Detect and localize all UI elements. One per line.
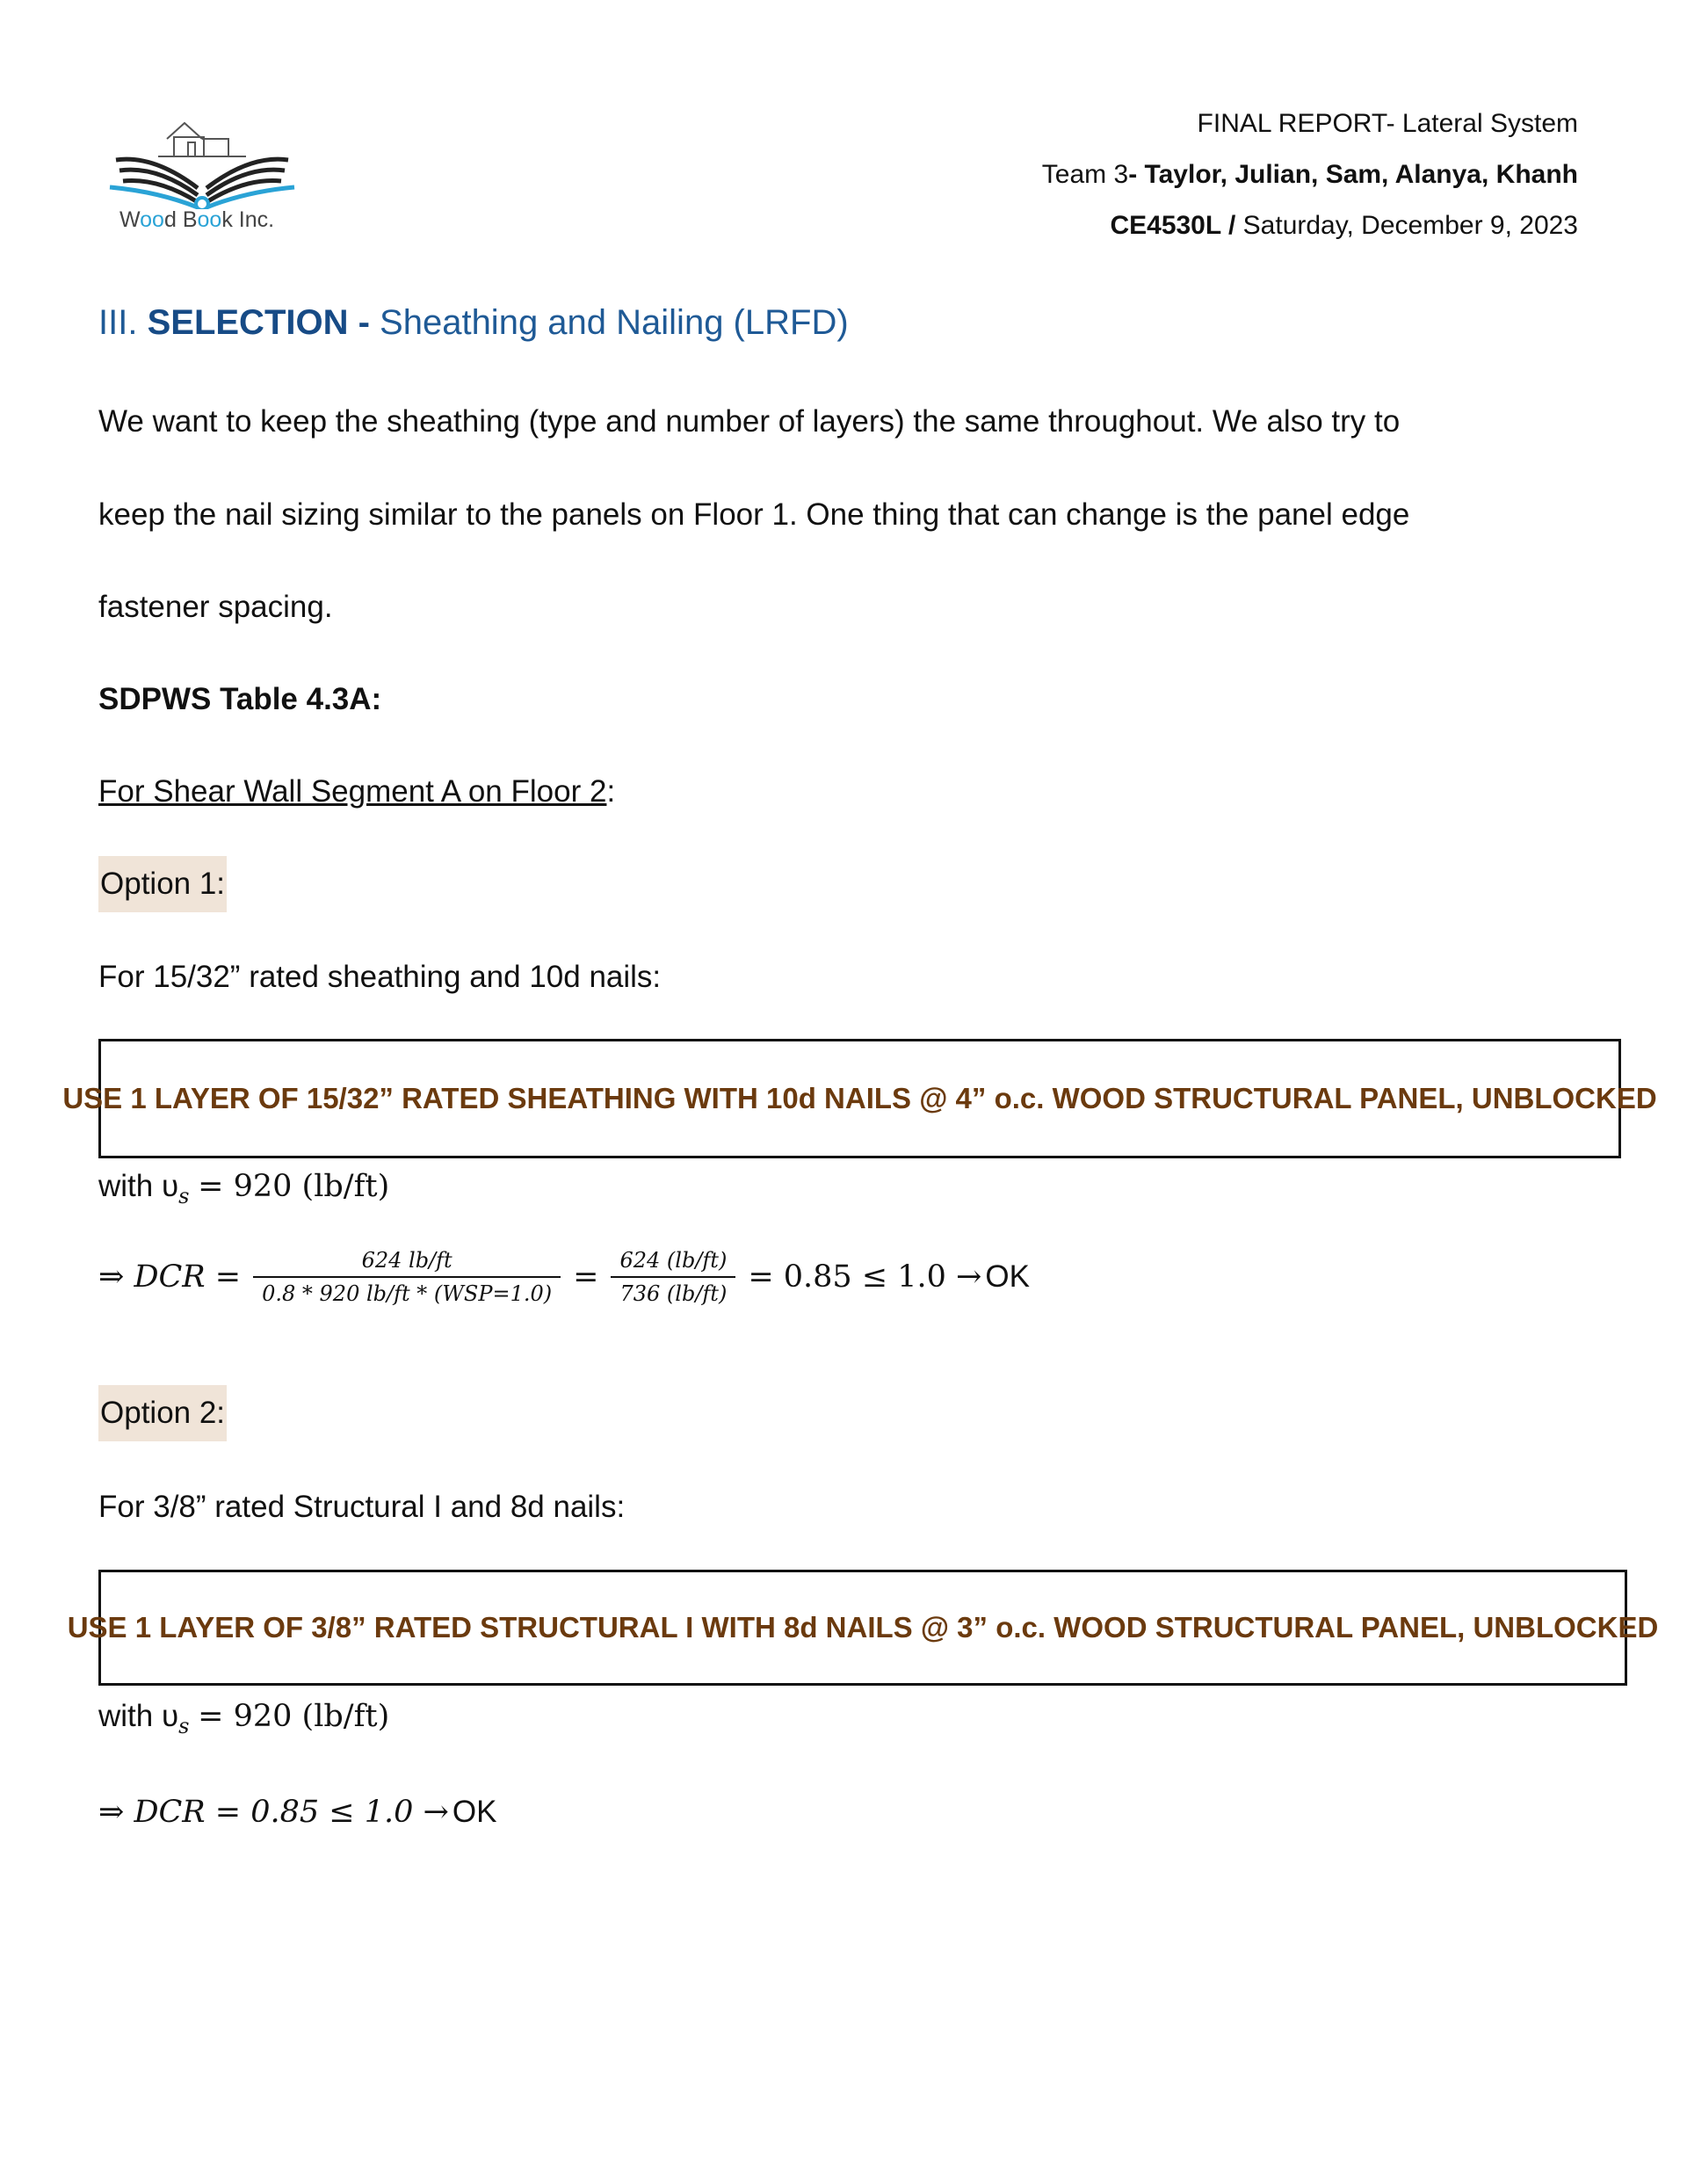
option-2-use-box (67, 1570, 1659, 1686)
option-2-use-text: USE 1 LAYER OF 3/8” RATED STRUCTURAL I WITH 8d NAILS @ 3” o.c. WOOD STRUCTURAL PANEL, UNBLOCKED (67, 1611, 1659, 1643)
option-2-shear-capacity: with $\upsilon_s = 920$ (lb/ft) (98, 1699, 390, 1738)
open-book-house-icon (105, 104, 299, 209)
section-heading: III. SELECTION - Sheathing and Nailing (LRFD) (98, 303, 849, 342)
logo-text: Wood Book Inc. (119, 207, 275, 232)
intro-line-2: keep the nail sizing similar to the panels on Floor 1. One thing that can change is the panel edge (98, 497, 1410, 532)
option-1-dcr-equation: ⇒ DCR = $\frac{624 lb/ft}{\text{0.8 * 920 lb/ft * (WSP=1.0)}}$ = $\frac{624 (lb/ft)}{736 (lb/ft)}$ = 0.85 ≤ 1.0 → OK (98, 1248, 1030, 1306)
option-2-dcr-equation: ⇒ DCR = 0.85 ≤ 1.0 → OK (98, 1795, 497, 1830)
option-2-description: For 3/8” rated Structural I and 8d nails: (98, 1490, 626, 1524)
report-title: FINAL REPORT- Lateral System (1197, 109, 1578, 138)
dcr-fraction-1: $\frac{624 lb/ft}{\text{0.8 * 920 lb/ft * (WSP=1.0)}}$ (253, 1248, 561, 1306)
table-reference: SDPWS Table 4.3A: (98, 682, 382, 716)
option-2-label: Option 2: (98, 1385, 227, 1441)
course-date-line: CE4530L / Saturday, December 9, 2023 (1110, 211, 1578, 240)
option-1-description: For 15/32” rated sheathing and 10d nails: (98, 960, 662, 994)
option-1-use-text: USE 1 LAYER OF 15/32” RATED SHEATHING WITH 10d NAILS @ 4” o.c. WOOD STRUCTURAL PANEL, UNBLOCKED (62, 1082, 1657, 1114)
segment-label: For Shear Wall Segment A on Floor 2: (98, 774, 616, 809)
team-line: Team 3- Taylor, Julian, Sam, Alanya, Khanh (1041, 160, 1578, 189)
intro-line-3: fastener spacing. (98, 590, 333, 624)
dcr-fraction-2: $\frac{624 (lb/ft)}{736 (lb/ft)}$ (611, 1248, 735, 1306)
company-logo (105, 104, 299, 244)
intro-line-1: We want to keep the sheathing (type and number of layers) the same throughout. We also try to (98, 404, 1401, 439)
option-1-use-box (62, 1039, 1657, 1158)
option-1-shear-capacity: with $\upsilon_s = 920$ (lb/ft) (98, 1169, 390, 1208)
option-1-label: Option 1: (98, 856, 227, 912)
